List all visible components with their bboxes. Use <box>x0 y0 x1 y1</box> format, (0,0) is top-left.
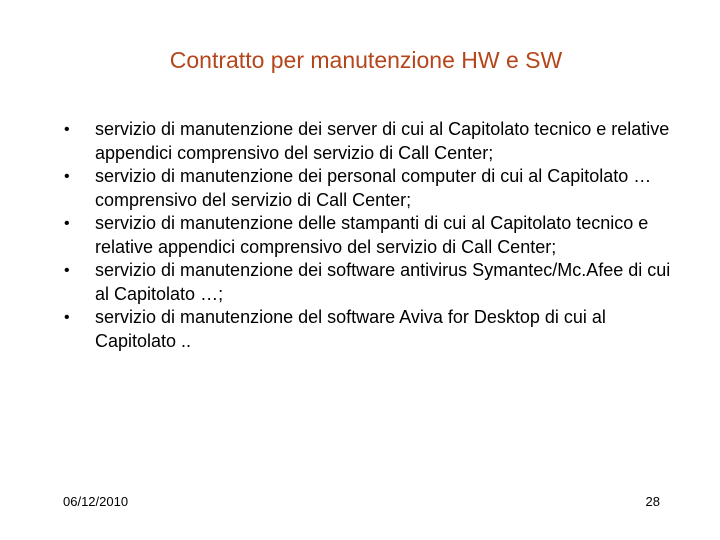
bullet-icon: • <box>64 262 70 279</box>
bullet-text: servizio di manutenzione dei personal computer di cui al Capitolato … comprensivo del servizio di Call Center; <box>95 166 652 210</box>
bullet-item <box>64 306 684 353</box>
footer-date: 06/12/2010 <box>63 494 129 509</box>
bullet-item <box>64 165 684 212</box>
bullet-text: servizio di manutenzione delle stampanti di cui al Capitolato tecnico e relative appendici comprensivo del servizio di Call Center; <box>95 213 649 257</box>
bullet-list <box>64 118 684 353</box>
bullet-icon: • <box>64 215 70 232</box>
bullet-item <box>64 212 684 259</box>
bullet-text: servizio di manutenzione del software Aviva for Desktop di cui al Capitolato .. <box>95 307 606 351</box>
bullet-icon: • <box>64 121 70 138</box>
bullet-text: servizio di manutenzione dei server di cui al Capitolato tecnico e relative appendici comprensivo del servizio di Call Center; <box>95 119 670 163</box>
bullet-icon: • <box>64 309 70 326</box>
bullet-item <box>64 259 684 306</box>
page-number: 28 <box>645 494 660 509</box>
bullet-item <box>64 118 684 165</box>
bullet-text: servizio di manutenzione dei software antivirus Symantec/Mc.Afee di cui al Capitolato …; <box>95 260 671 304</box>
slide-title: Contratto per manutenzione HW e SW <box>169 47 563 73</box>
bullet-icon: • <box>64 168 70 185</box>
